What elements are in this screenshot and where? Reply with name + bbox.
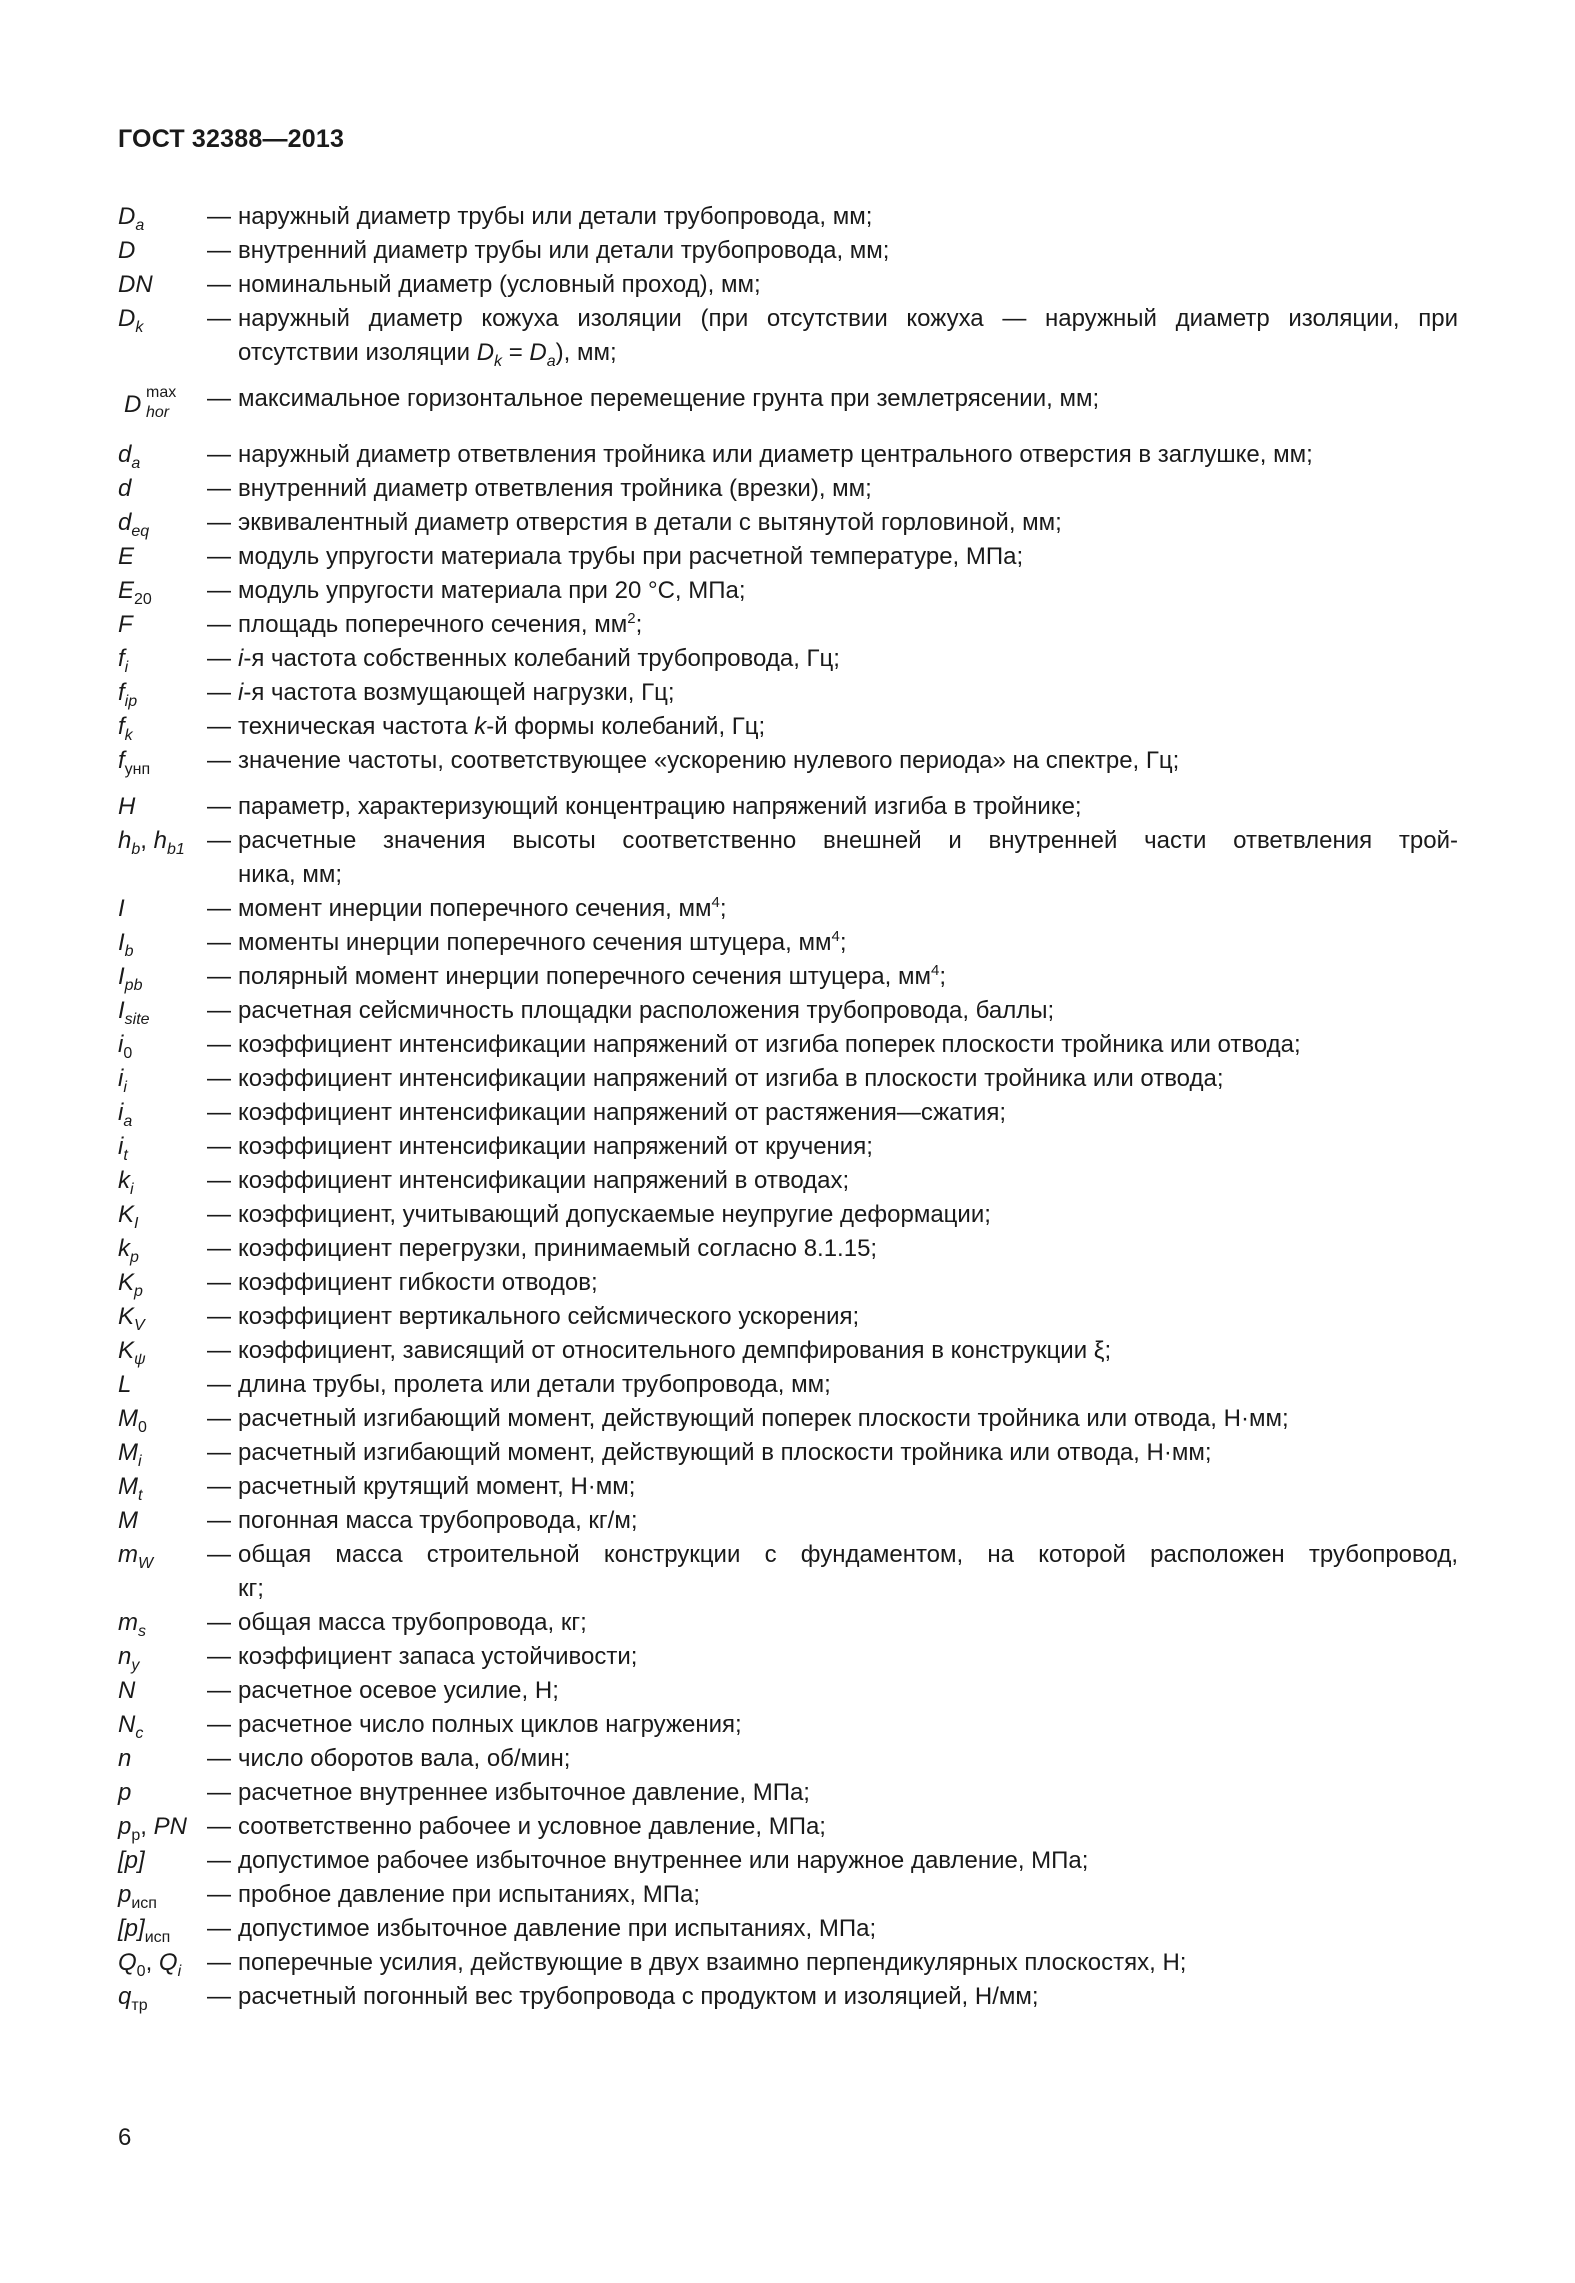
symbol: $M_0$ [118,1405,147,1436]
dash: — [207,1881,231,1908]
definition-row [118,1130,1458,1164]
definition-row [118,1742,1458,1776]
definition-row [118,790,1458,824]
dash: — [207,1337,231,1364]
definition-row [118,1912,1458,1946]
symbol: $I_{pb}$ [118,963,143,994]
dash: — [207,577,231,604]
symbol: E [118,543,135,570]
definition-row [118,1538,1458,1606]
dash: — [207,1065,231,1092]
dash: — [207,543,231,570]
symbol: $d_a$ [118,441,141,472]
definition-text: модуль упругости материала трубы при расчетной температуре, МПа; [238,543,1024,570]
dash: — [207,475,231,502]
symbol: L [118,1371,132,1398]
definition-row [118,1164,1458,1198]
dash: — [207,611,231,638]
definition-text: соответственно рабочее и условное давление, МПа; [238,1813,826,1840]
definition-text: полярный момент инерции поперечного сечения штуцера, $мм^4$; [238,962,946,990]
definition-text: расчетное осевое усилие, Н; [238,1677,559,1704]
symbol: $K_I$ [118,1201,139,1232]
symbol: I [118,895,125,922]
symbol: $i_i$ [118,1065,127,1096]
definition-row [118,438,1458,472]
dash: — [207,1201,231,1228]
symbol: DN [118,271,153,298]
definition-row [118,382,1458,426]
symbol: N [118,1677,136,1704]
symbol: $i_t$ [118,1133,128,1164]
definition-text: расчетный изгибающий момент, действующий поперек плоскости тройника или отвода, Н·мм; [238,1405,1289,1432]
dash: — [207,1405,231,1432]
definition-row [118,472,1458,506]
symbol: $E_{20}$ [118,577,152,608]
dash: — [207,827,231,854]
symbol: $h_b$, $h_{b1}$ [118,827,185,858]
symbol: $K_\psi$ [118,1337,146,1368]
definition-text: пробное давление при испытаниях, МПа; [238,1881,701,1908]
definition-row [118,1470,1458,1504]
symbol: n [118,1745,132,1772]
definition-text: коэффициент интенсификации напряжений от кручения; [238,1133,873,1160]
definition-row [118,994,1458,1028]
symbol: $K_V$ [118,1303,145,1334]
symbol: $f_{ip}$ [118,679,138,710]
symbol: $d_{eq}$ [118,509,150,540]
definition-text: коэффициент вертикального сейсмического ускорения; [238,1303,860,1330]
definition-text: общая масса строительной конструкции с фундаментом, на которой расположен трубопровод, кг; [238,1541,1458,1602]
symbol: $[p]_{исп}$ [118,1915,171,1946]
definition-row [118,892,1458,926]
dash: — [207,1167,231,1194]
dash: — [207,203,231,230]
definition-row [118,1436,1458,1470]
definition-text: наружный диаметр кожуха изоляции (при отсутствии кожуха — наружный диаметр изоляции, при отсутствии изоляции $D_k = D_a$), мм; [238,305,1458,370]
dash: — [207,1235,231,1262]
definition-row [118,1232,1458,1266]
definition-text: внутренний диаметр ответвления тройника (врезки), мм; [238,475,872,502]
symbol: $f_k$ [118,713,133,744]
dash: — [207,793,231,820]
definition-text: номинальный диаметр (условный проход), мм; [238,271,761,298]
definition-text: коэффициент интенсификации напряжений от растяжения—сжатия; [238,1099,1007,1126]
symbol: F [118,611,133,638]
definition-row [118,1776,1458,1810]
symbol: $D_a$ [118,203,145,234]
definition-text: допустимое избыточное давление при испытаниях, МПа; [238,1915,877,1942]
dash: — [207,509,231,536]
definition-row [118,608,1458,642]
symbol: $i_a$ [118,1099,133,1130]
symbol: $i_0$ [118,1031,133,1062]
definition-text: эквивалентный диаметр отверстия в детали с вытянутой горловиной, мм; [238,509,1062,536]
dash: — [207,1507,231,1534]
definition-row [118,268,1458,302]
definition-row [118,1334,1458,1368]
dash: — [207,1847,231,1874]
dash: — [207,1643,231,1670]
symbol: $I_b$ [118,929,134,960]
symbol: $m_s$ [118,1609,146,1640]
definition-row [118,1062,1458,1096]
definition-text: коэффициент интенсификации напряжений от изгиба поперек плоскости тройника или отвода; [238,1031,1301,1058]
definition-text: i-я частота возмущающей нагрузки, Гц; [238,679,675,706]
dash: — [207,1473,231,1500]
dash: — [207,1303,231,1330]
definition-text: расчетное число полных циклов нагружения; [238,1711,742,1738]
dash: — [207,1745,231,1772]
dash: — [207,963,231,990]
dash: — [207,895,231,922]
definition-text: коэффициент, учитывающий допускаемые неупругие деформации; [238,1201,991,1228]
definition-row [118,1096,1458,1130]
definition-row [118,1708,1458,1742]
dash: — [207,1439,231,1466]
symbol: $K_p$ [118,1269,143,1300]
definition-text: число оборотов вала, об/мин; [238,1745,571,1772]
symbol: H [118,793,136,820]
definition-row [118,574,1458,608]
definition-row [118,824,1458,892]
definition-text: поперечные усилия, действующие в двух взаимно перпендикулярных плоскостях, Н; [238,1949,1187,1976]
symbol: p [118,1779,132,1806]
definitions-list [118,200,1458,2014]
definition-text: коэффициент интенсификации напряжений в отводах; [238,1167,850,1194]
definition-text: допустимое рабочее избыточное внутреннее или наружное давление, МПа; [238,1847,1089,1874]
dash: — [207,1813,231,1840]
definition-row [118,1266,1458,1300]
definition-row [118,1504,1458,1538]
definition-text: расчетные значения высоты соответственно внешней и внутренней части ответвления трой- ника, мм; [238,827,1458,888]
symbol: $I_{site}$ [118,997,150,1028]
dash: — [207,385,231,412]
definition-row [118,234,1458,268]
dash: — [207,441,231,468]
dash: — [207,1949,231,1976]
definition-row [118,926,1458,960]
symbol: d [118,475,132,502]
definition-row [118,302,1458,370]
dash: — [207,997,231,1024]
symbol: D [118,237,136,264]
definition-row [118,1300,1458,1334]
symbol: $M_t$ [118,1473,143,1504]
definition-text: моменты инерции поперечного сечения штуцера, $мм^4$; [238,928,847,956]
dash: — [207,1031,231,1058]
symbol: $m_W$ [118,1541,154,1572]
dash: — [207,1609,231,1636]
definition-row [118,1878,1458,1912]
definition-row [118,1028,1458,1062]
definition-text: общая масса трубопровода, кг; [238,1609,587,1636]
definition-row [118,1810,1458,1844]
definition-row [118,1640,1458,1674]
definition-row [118,710,1458,744]
definition-row [118,1606,1458,1640]
definition-row [118,1198,1458,1232]
definition-text: значение частоты, соответствующее «ускорению нулевого периода» на спектре, Гц; [238,747,1180,774]
definition-row [118,540,1458,574]
definition-row [118,676,1458,710]
definition-row [118,744,1458,778]
dash: — [207,713,231,740]
symbol: $D_k$ [118,305,144,336]
symbol: D max hor [124,384,177,421]
definition-row [118,506,1458,540]
dash: — [207,679,231,706]
dash: — [207,929,231,956]
definition-row [118,1674,1458,1708]
definition-text: наружный диаметр ответвления тройника или диаметр центрального отверстия в заглушке, мм; [238,441,1313,468]
definition-text: модуль упругости материала при 20 °С, МПа; [238,577,746,604]
definition-text: техническая частота k-й формы колебаний, Гц; [238,713,766,740]
definition-text: расчетный крутящий момент, Н·мм; [238,1473,636,1500]
symbol: $f_{унп}$ [118,747,151,778]
dash: — [207,1779,231,1806]
definition-text: расчетный изгибающий момент, действующий в плоскости тройника или отвода, Н·мм; [238,1439,1212,1466]
symbol: $q_{тр}$ [118,1983,148,2014]
symbol: $k_p$ [118,1235,139,1266]
definition-row [118,642,1458,676]
definition-text: внутренний диаметр трубы или детали трубопровода, мм; [238,237,890,264]
definition-text: длина трубы, пролета или детали трубопровода, мм; [238,1371,831,1398]
definition-row [118,200,1458,234]
definition-text: коэффициент, зависящий от относительного демпфирования в конструкции ξ; [238,1337,1112,1364]
symbol: $f_i$ [118,645,129,676]
definition-row [118,1368,1458,1402]
definition-row [118,1980,1458,2014]
symbol: $M_i$ [118,1439,142,1470]
symbol: [p] [118,1847,145,1874]
definition-text: коэффициент гибкости отводов; [238,1269,598,1296]
definition-text: коэффициент запаса устойчивости; [238,1643,638,1670]
symbol: $p_{исп}$ [118,1881,157,1912]
dash: — [207,1269,231,1296]
definition-row [118,960,1458,994]
dash: — [207,1371,231,1398]
page-number: 6 [118,2124,132,2151]
symbol: $Q_0$, $Q_i$ [118,1949,182,1980]
symbol: $N_c$ [118,1711,144,1742]
definition-row [118,1844,1458,1878]
dash: — [207,1915,231,1942]
definition-text: погонная масса трубопровода, кг/м; [238,1507,638,1534]
definition-text: расчетное внутреннее избыточное давление, МПа; [238,1779,810,1806]
dash: — [207,1711,231,1738]
symbol: M [118,1507,138,1534]
definition-text: i-я частота собственных колебаний трубопровода, Гц; [238,645,840,672]
definition-text: параметр, характеризующий концентрацию напряжений изгиба в тройнике; [238,793,1082,820]
definition-text: наружный диаметр трубы или детали трубопровода, мм; [238,203,873,230]
definition-text: расчетная сейсмичность площадки расположения трубопровода, баллы; [238,997,1055,1024]
dash: — [207,747,231,774]
definition-text: коэффициент интенсификации напряжений от изгиба в плоскости тройника или отвода; [238,1065,1224,1092]
dash: — [207,1677,231,1704]
definition-text: площадь поперечного сечения, $мм^2$; [238,610,643,638]
dash: — [207,1983,231,2010]
page-header: ГОСТ 32388—2013 [118,125,345,153]
definition-text: максимальное горизонтальное перемещение грунта при землетрясении, мм; [238,385,1100,412]
dash: — [207,1099,231,1126]
dash: — [207,1541,231,1568]
symbol: $p_p$, PN [118,1813,187,1844]
dash: — [207,645,231,672]
symbol: $n_y$ [118,1643,140,1674]
dash: — [207,237,231,264]
dash: — [207,271,231,298]
definition-text: коэффициент перегрузки, принимаемый согласно 8.1.15; [238,1235,878,1262]
definition-row [118,1946,1458,1980]
definition-row [118,1402,1458,1436]
definition-text: расчетный погонный вес трубопровода с продуктом и изоляцией, Н/мм; [238,1983,1039,2010]
dash: — [207,1133,231,1160]
dash: — [207,305,231,332]
symbol: $k_i$ [118,1167,134,1198]
definition-text: момент инерции поперечного сечения, $мм^4$; [238,894,727,922]
